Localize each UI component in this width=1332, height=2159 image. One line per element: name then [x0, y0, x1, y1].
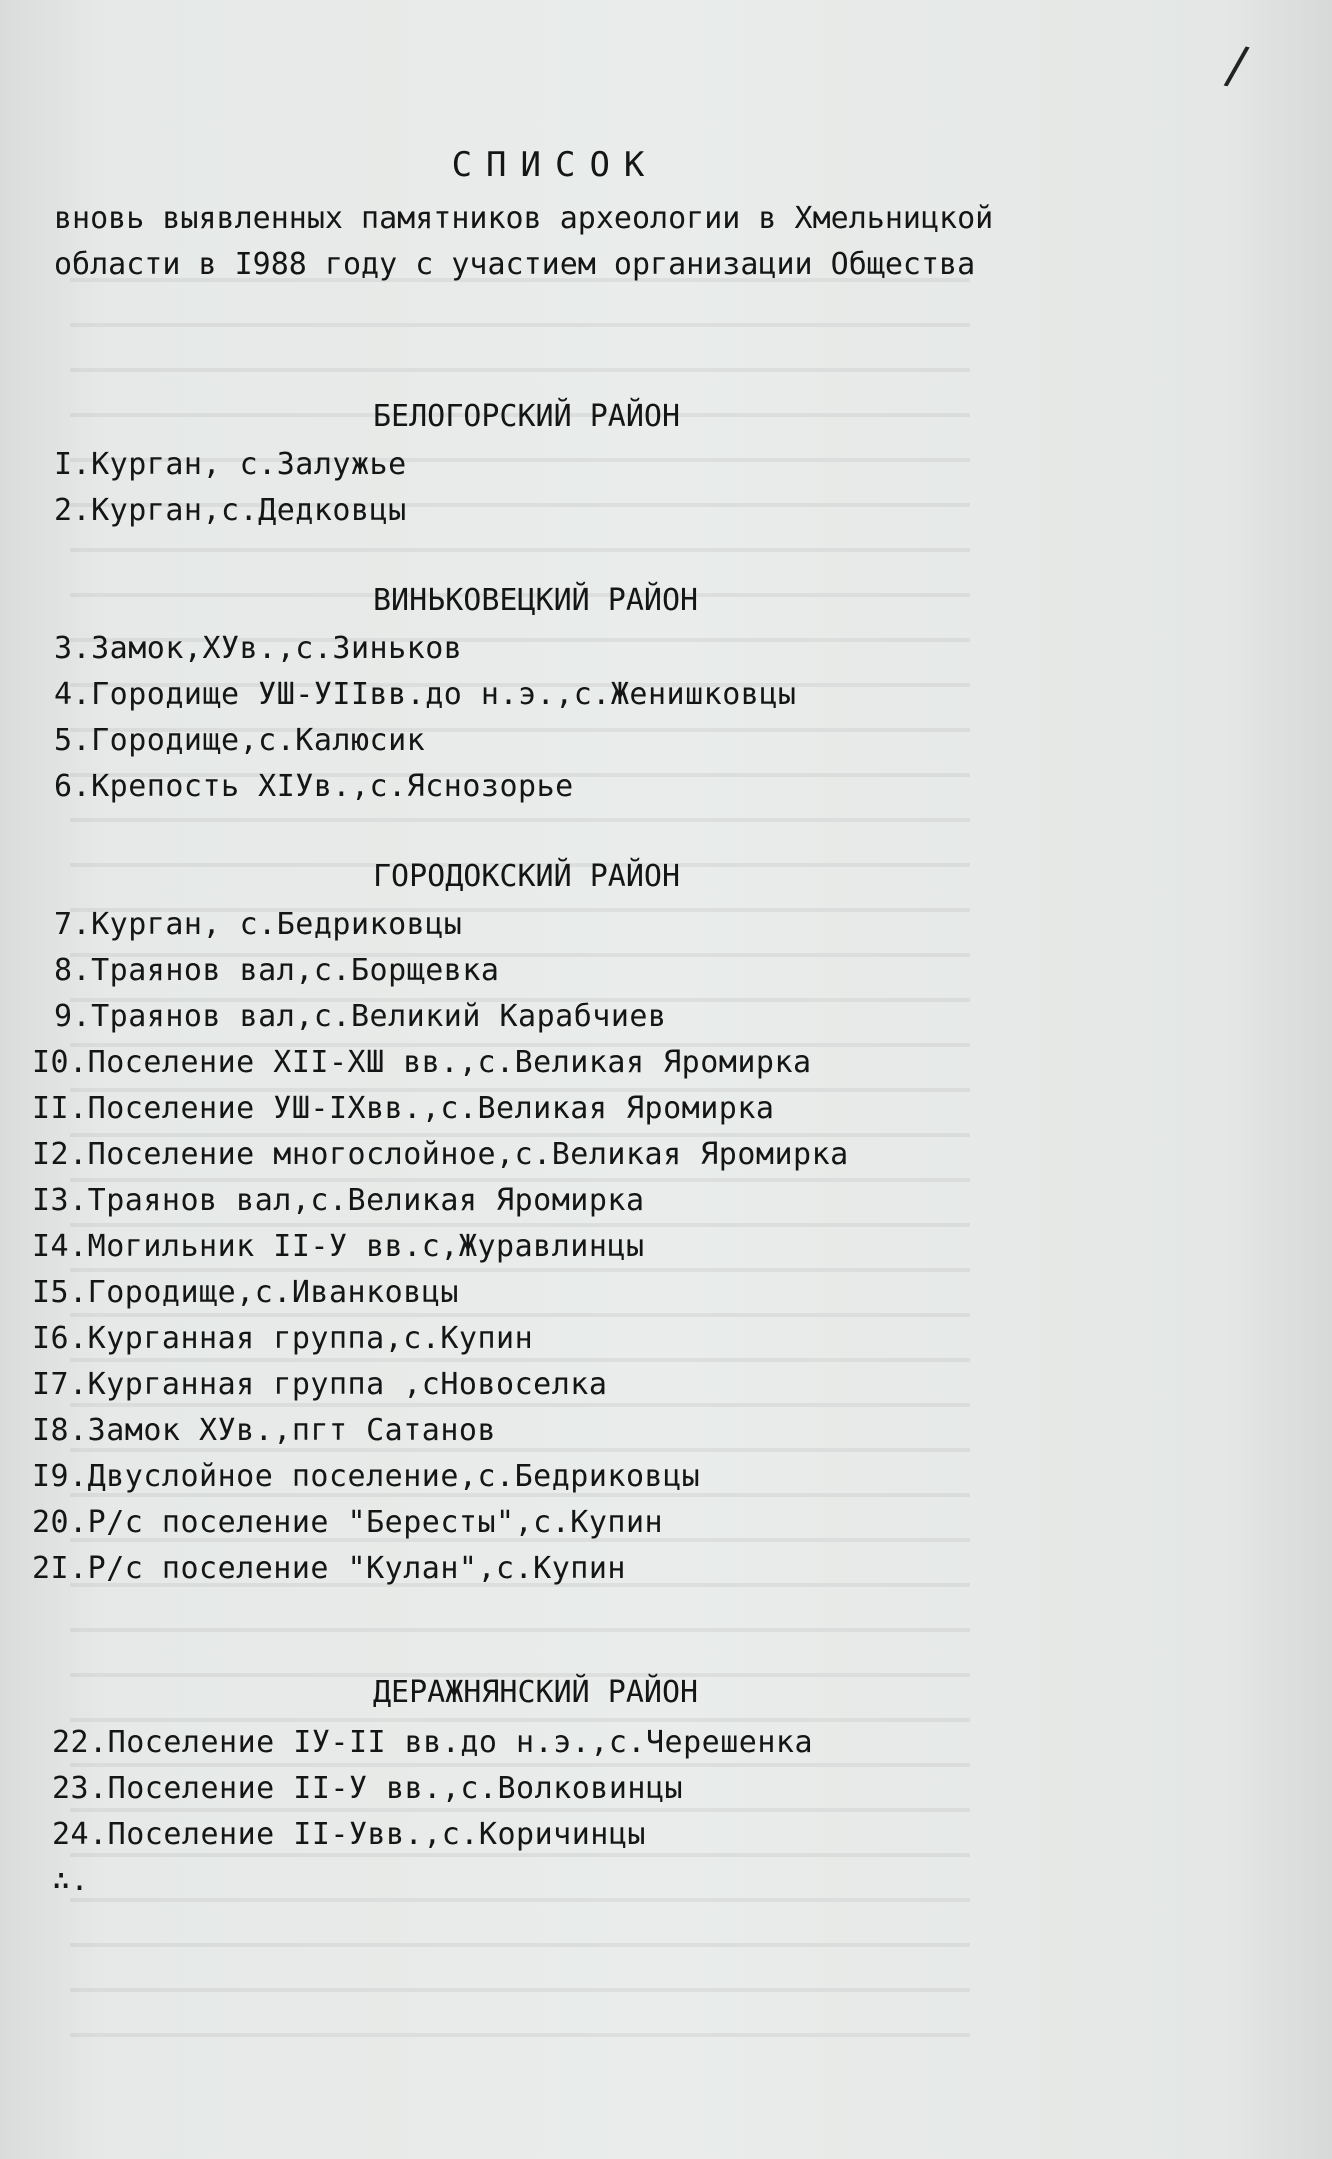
list-item: 23.Поселение II-У вв.,с.Волковинцы: [52, 1771, 684, 1806]
list-item: 3.Замок,ХУв.,с.Зиньков: [54, 631, 463, 666]
list-item: 8.Траянов вал,с.Борщевка: [54, 953, 500, 988]
page-mark: /: [1221, 34, 1252, 98]
district-heading: ДЕРАЖНЯНСКИЙ РАЙОН: [373, 1675, 699, 1710]
list-item: I5.Городище,с.Иванковцы: [32, 1275, 459, 1310]
list-item: 2I.Р/с поселение "Кулан",с.Купин: [32, 1551, 626, 1586]
list-item: 4.Городище УШ-УIIвв.до н.э.,с.Женишковцы: [54, 677, 797, 712]
list-item: 2.Курган,с.Дедковцы: [54, 493, 407, 528]
trailing-mark: ∴.: [52, 1863, 90, 1898]
list-item: 5.Городище,с.Калюсик: [54, 723, 426, 758]
list-item: 20.Р/с поселение "Бересты",с.Купин: [32, 1505, 664, 1540]
list-item: I8.Замок ХУв.,пгт Сатанов: [32, 1413, 497, 1448]
list-item: I6.Курганная группа,с.Купин: [32, 1321, 534, 1356]
list-item: 9.Траянов вал,с.Великий Карабчиев: [54, 999, 667, 1034]
list-item: I3.Траянов вал,с.Великая Яромирка: [32, 1183, 645, 1218]
list-item: 6.Крепость ХIУв.,с.Яснозорье: [54, 769, 574, 804]
list-item: 7.Курган, с.Бедриковцы: [54, 907, 463, 942]
list-item: I7.Курганная группа ,сНовоселка: [32, 1367, 608, 1402]
list-item: II.Поселение УШ-IХвв.,с.Великая Яромирка: [32, 1091, 775, 1126]
document-title: СПИСОК: [451, 145, 659, 185]
district-heading: ГОРОДОКСКИЙ РАЙОН: [373, 859, 681, 894]
document-subtitle: [54, 196, 1104, 288]
list-item: I9.Двуслойное поселение,с.Бедриковцы: [32, 1459, 701, 1494]
subtitle-line: области в I988 году с участием организации Общества: [54, 247, 976, 282]
district-heading: БЕЛОГОРСКИЙ РАЙОН: [373, 399, 681, 434]
list-item: 24.Поселение II-Увв.,с.Коричинцы: [52, 1817, 646, 1852]
subtitle-line: вновь выявленных памятников археологии в Хмельницкой: [54, 201, 994, 236]
list-item: I2.Поселение многослойное,с.Великая Яромирка: [32, 1137, 849, 1172]
district-heading: ВИНЬКОВЕЦКИЙ РАЙОН: [373, 583, 699, 618]
list-item: 22.Поселение IУ-II вв.до н.э.,с.Черешенка: [52, 1725, 814, 1760]
list-item: I.Курган, с.Залужье: [54, 447, 407, 482]
list-item: I0.Поселение ХII-ХШ вв.,с.Великая Яромирка: [32, 1045, 812, 1080]
list-item: I4.Могильник II-У вв.с,Журавлинцы: [32, 1229, 645, 1264]
